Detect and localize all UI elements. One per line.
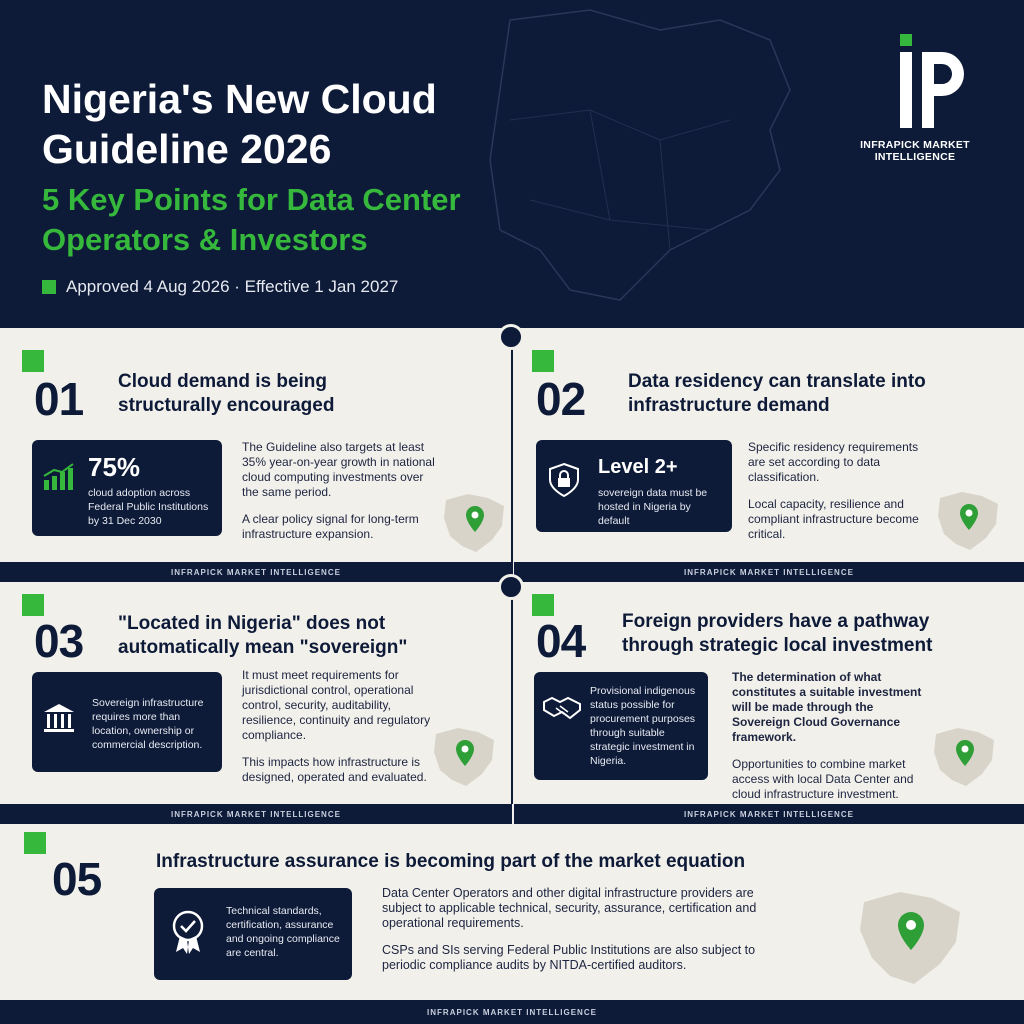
point-number: 02 [536,373,586,425]
nigeria-map-pin-icon [856,888,966,988]
description-paragraph: This impacts how infrastructure is designed, operated and evaluated. [242,755,427,784]
point-number: 04 [536,615,586,667]
green-square-icon [532,594,554,616]
connector-dot [498,324,524,350]
page-footer: INFRAPICK MARKET INTELLIGENCE [0,1000,1024,1024]
stat-card [154,888,352,980]
shield-lock-icon [548,462,580,498]
approval-dates-text: Approved 4 Aug 2026 · Effective 1 Jan 2027 [66,277,399,296]
point-description [242,440,442,554]
nigeria-map-pin-icon [430,724,500,790]
point-03-panel [0,582,512,804]
stat-caption: cloud adoption across Federal Public Institutions by 31 Dec 2030 [88,487,209,527]
point-04-panel [514,582,1024,804]
point-number: 03 [34,615,84,667]
header-banner [0,0,1024,328]
green-square-icon [42,280,56,294]
point-title: Infrastructure assurance is becoming part of the market equation [156,851,746,872]
point-description [748,440,938,554]
panel-footer: INFRAPICK MARKET INTELLIGENCE [514,562,1024,582]
green-square-icon [22,594,44,616]
nigeria-map-pin-icon [440,490,510,556]
page-title: Nigeria's New Cloud Guideline 2026 [42,76,437,172]
point-02-panel [514,328,1024,562]
description-paragraph: The Guideline also targets at least 35% year-on-year growth in national cloud computing investments over the same period. [242,440,435,499]
stat-card [32,440,222,536]
description-paragraph: Opportunities to combine market access with local Data Center and cloud infrastructure investment. [732,757,914,801]
stat-card [536,440,732,532]
stat-caption: Provisional indigenous status possible for procurement purposes through suitable strategic investment in Nigeria. [590,685,696,767]
stat-value: Level 2+ [598,456,678,478]
certificate-badge-icon [170,910,206,954]
handshake-icon [542,694,582,722]
green-square-icon [24,832,46,854]
point-title: Cloud demand is being structurally encouraged [118,371,335,416]
panel-footer: INFRAPICK MARKET INTELLIGENCE [0,804,512,824]
description-paragraph: CSPs and SIs serving Federal Public Institutions are also subject to periodic compliance audits by NITDA-certified auditors. [382,943,756,972]
stat-card [32,672,222,772]
point-01-panel [0,328,512,562]
point-title: "Located in Nigeria" does not automatically mean "sovereign" [118,613,408,658]
point-description [382,886,782,985]
stat-caption: Technical standards, certification, assurance and ongoing compliance are central. [226,905,340,959]
green-square-icon [532,350,554,372]
nigeria-map-pin-icon [934,488,1004,554]
description-paragraph: Data Center Operators and other digital infrastructure providers are subject to applicable technical, security, assurance, certification and operational requirements. [382,886,757,930]
description-paragraph: The determination of what constitutes a suitable investment will be made through the Sovereign Cloud Governance framework. [732,670,922,744]
stat-caption: sovereign data must be hosted in Nigeria by default [598,487,708,527]
connector-dot [498,574,524,600]
stat-card [534,672,708,780]
point-description [732,670,922,814]
government-building-icon [42,702,76,734]
point-05-panel [0,824,1024,1000]
divider-line [511,340,513,804]
nigeria-map-pin-icon [930,724,1000,790]
point-number: 01 [34,373,84,425]
point-title: Foreign providers have a pathway through strategic local investment [622,611,933,656]
page-subtitle: 5 Key Points for Data Center Operators & Investors [42,182,461,257]
approval-dates [42,277,398,297]
panel-footer: INFRAPICK MARKET INTELLIGENCE [514,804,1024,824]
description-paragraph: It must meet requirements for jurisdictional control, operational control, security, auditability, resilience, continuity and regulatory compliance. [242,668,431,742]
point-title: Data residency can translate into infrastructure demand [628,371,926,416]
green-square-icon [22,350,44,372]
stat-value: 75% [88,452,141,482]
panel-footer: INFRAPICK MARKET INTELLIGENCE [0,562,512,582]
description-paragraph: Specific residency requirements are set according to data classification. [748,440,919,484]
stat-caption: Sovereign infrastructure requires more than location, ownership or commercial description. [92,697,204,751]
description-paragraph: A clear policy signal for long-term infrastructure expansion. [242,512,419,541]
description-paragraph: Local capacity, resilience and compliant infrastructure become critical. [748,497,919,541]
brand-name: INFRAPICK MARKET INTELLIGENCE [860,139,970,163]
point-number: 05 [52,853,102,905]
point-description [242,668,432,797]
growth-chart-icon [42,462,76,492]
infrapick-logo [896,34,966,130]
